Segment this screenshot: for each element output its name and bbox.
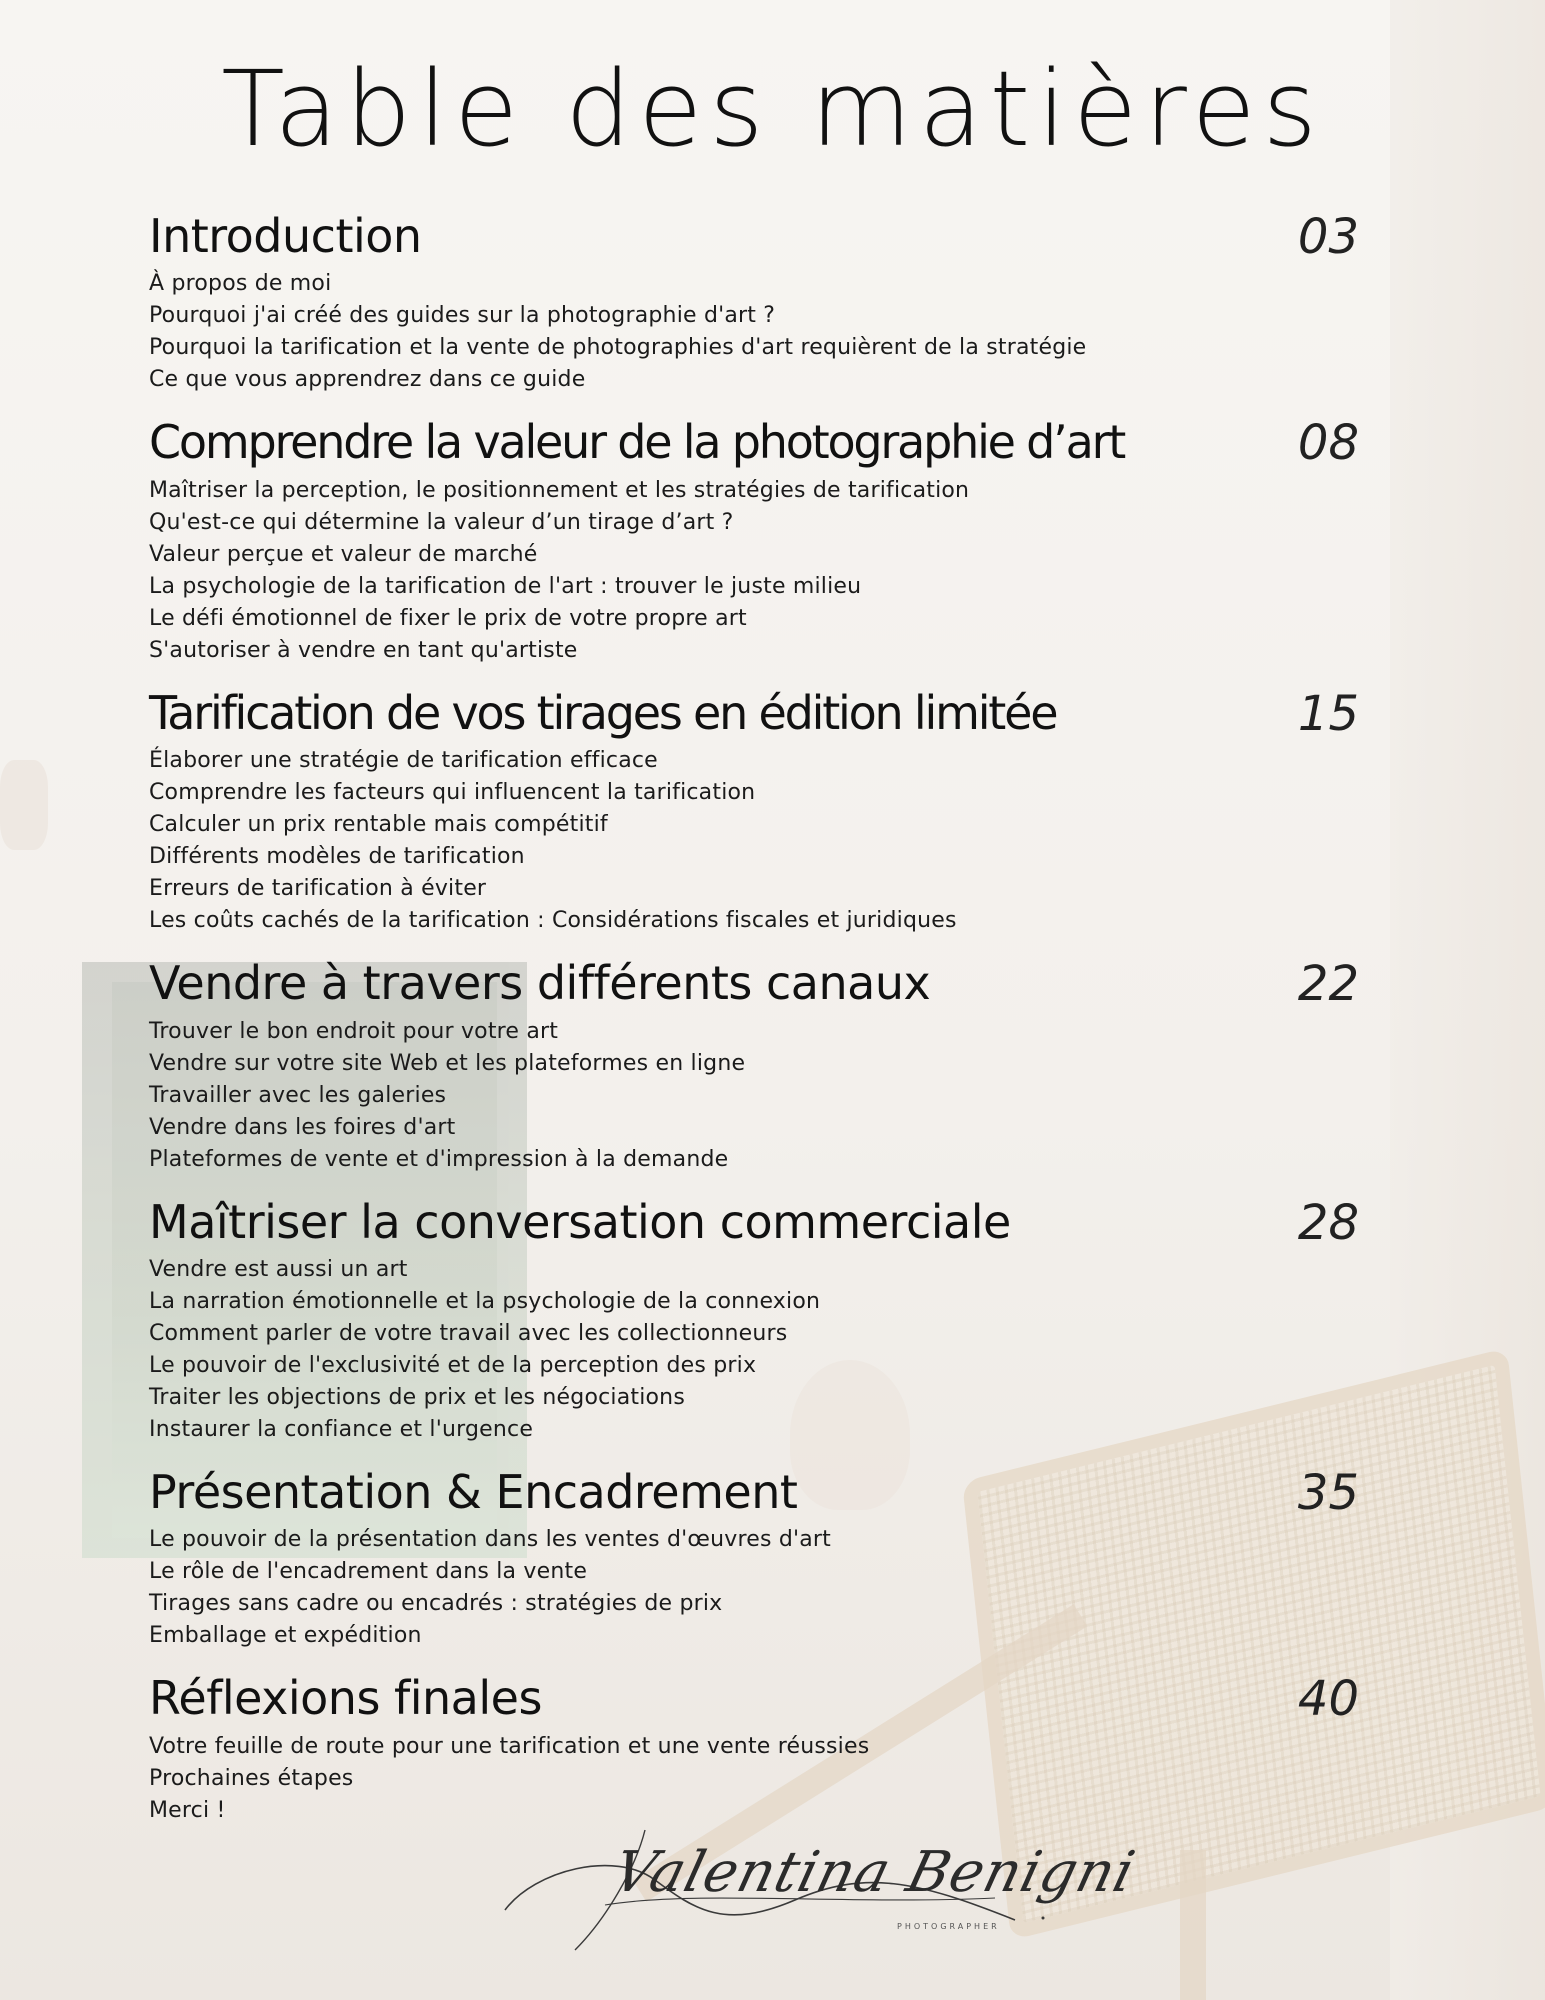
subsection-item: Calculer un prix rentable mais compétitif: [149, 812, 608, 838]
subsection-item: Le pouvoir de la présentation dans les ventes d'œuvres d'art: [149, 1527, 831, 1553]
toc-section-introduction: [149, 209, 1359, 396]
section-page-number: 15: [1297, 685, 1359, 742]
subsection-item: Élaborer une stratégie de tarification efficace: [149, 748, 658, 774]
section-title: Vendre à travers différents canaux: [149, 956, 931, 1011]
subsection-item: Pourquoi la tarification et la vente de photographies d'art requièrent de la stratégie: [149, 335, 1087, 361]
subsection-item: Tirages sans cadre ou encadrés : stratégies de prix: [149, 1591, 723, 1617]
subsection-item: Emballage et expédition: [149, 1623, 422, 1649]
subsection-item: Vendre sur votre site Web et les plateformes en ligne: [149, 1050, 746, 1076]
signature-logo: [495, 1810, 1142, 1960]
subsection-item: Plateformes de vente et d'impression à la demande: [149, 1146, 729, 1172]
subsection-item: Erreurs de tarification à éviter: [149, 876, 487, 902]
section-header: [149, 209, 1359, 265]
subsection-item: Comment parler de votre travail avec les collectionneurs: [149, 1320, 788, 1346]
subsection-item: La psychologie de la tarification de l'art : trouver le juste milieu: [149, 573, 862, 599]
section-title: Maîtriser la conversation commerciale: [149, 1194, 1011, 1249]
subsection-item: Vendre dans les foires d'art: [149, 1114, 456, 1140]
subsection-item: Le rôle de l'encadrement dans la vente: [149, 1559, 588, 1585]
subsection-item: Merci !: [149, 1797, 226, 1823]
subsection-item: Pourquoi j'ai créé des guides sur la photographie d'art ?: [149, 303, 776, 329]
toc-section-presentation: [149, 1464, 1359, 1652]
subsection-item: Le défi émotionnel de fixer le prix de votre propre art: [149, 605, 747, 631]
section-page-number: 22: [1297, 956, 1359, 1013]
toc-section-reflexions: [149, 1671, 1359, 1826]
subsection-item: Travailler avec les galeries: [149, 1082, 447, 1108]
subsection-item: La narration émotionnelle et la psychologie de la connexion: [149, 1288, 821, 1314]
section-title: Tarification de vos tirages en édition limitée: [149, 685, 1057, 740]
section-header: [149, 1464, 1359, 1521]
toc-section-canaux: [149, 956, 1359, 1175]
section-title: Réflexions finales: [149, 1671, 542, 1726]
subsection-item: Prochaines étapes: [149, 1765, 354, 1791]
subsection-list: [149, 475, 1359, 667]
subsection-item: Le pouvoir de l'exclusivité et de la perception des prix: [149, 1352, 757, 1378]
toc-section-conversation: [149, 1194, 1359, 1446]
section-page-number: 03: [1297, 209, 1359, 265]
subsection-item: S'autoriser à vendre en tant qu'artiste: [149, 637, 578, 663]
section-header: [149, 956, 1359, 1013]
section-title: Comprendre la valeur de la photographie d’art: [149, 415, 1125, 470]
subsection-item: Les coûts cachés de la tarification : Considérations fiscales et juridiques: [149, 908, 957, 934]
subsection-list: [149, 268, 1359, 396]
signature-subtitle: PHOTOGRAPHER: [897, 1922, 1000, 1931]
section-page-number: 40: [1297, 1671, 1359, 1728]
subsection-list: [149, 1254, 1359, 1446]
section-header: [149, 1194, 1359, 1251]
subsection-item: Instaurer la confiance et l'urgence: [149, 1416, 534, 1442]
subsection-item: Différents modèles de tarification: [149, 844, 525, 870]
subsection-item: Vendre est aussi un art: [149, 1256, 408, 1282]
toc-section-tarification: [149, 685, 1359, 937]
subsection-item: Maîtriser la perception, le positionnement et les stratégies de tarification: [149, 477, 970, 503]
page-title: Table des matières: [221, 48, 1324, 170]
section-page-number: 08: [1297, 415, 1359, 472]
subsection-item: À propos de moi: [149, 271, 332, 297]
section-header: [149, 415, 1359, 472]
toc-section-valeur: [149, 415, 1359, 666]
subsection-item: Ce que vous apprendrez dans ce guide: [149, 367, 586, 393]
section-header: [149, 685, 1359, 742]
subsection-item: Traiter les objections de prix et les négociations: [149, 1384, 685, 1410]
section-header: [149, 1671, 1359, 1728]
section-page-number: 28: [1297, 1194, 1359, 1251]
subsection-item: Valeur perçue et valeur de marché: [149, 541, 538, 567]
section-page-number: 35: [1297, 1464, 1359, 1521]
subsection-item: Comprendre les facteurs qui influencent la tarification: [149, 780, 756, 806]
subsection-item: Trouver le bon endroit pour votre art: [149, 1018, 559, 1044]
section-title: Présentation & Encadrement: [149, 1464, 798, 1519]
table-of-contents: [149, 209, 1359, 1827]
signature-name: Valentina Benigni: [606, 1840, 1142, 1905]
subsection-list: [149, 1016, 1359, 1176]
subsection-item: Votre feuille de route pour une tarification et une vente réussies: [149, 1733, 870, 1759]
subsection-item: Qu'est-ce qui détermine la valeur d’un tirage d’art ?: [149, 509, 734, 535]
section-title: Introduction: [149, 209, 422, 263]
subsection-list: [149, 745, 1359, 937]
subsection-list: [149, 1524, 1359, 1652]
